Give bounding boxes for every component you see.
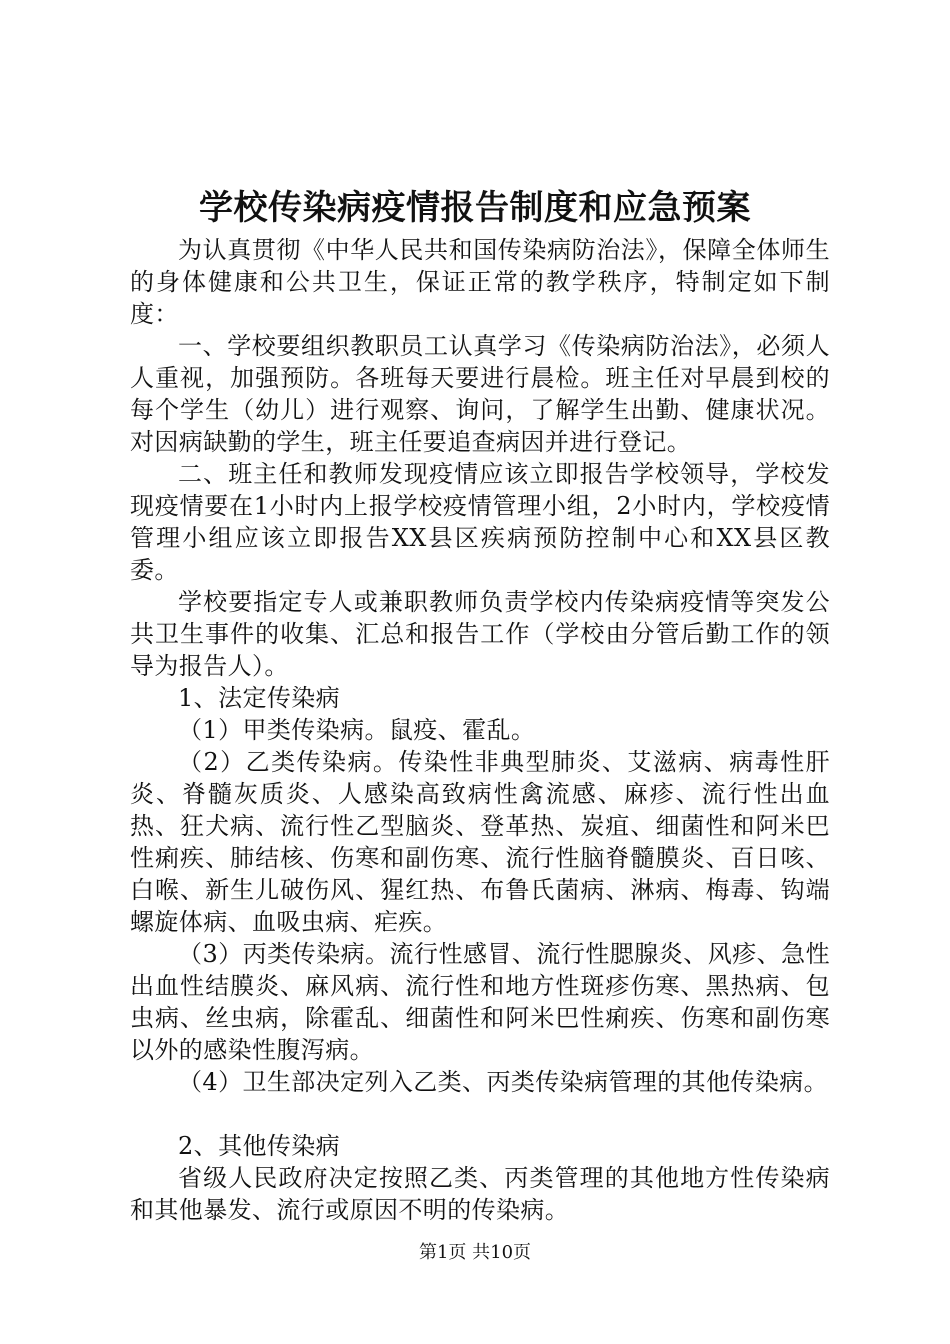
paragraph-intro: 为认真贯彻《中华人民共和国传染病防治法》，保障全体师生的身体健康和公共卫生，保证正常的教学秩序，特制定如下制度： (130, 236, 830, 328)
paragraph-provincial: 省级人民政府决定按照乙类、丙类管理的其他地方性传染病和其他暴发、流行或原因不明的传染病。 (130, 1164, 830, 1224)
paragraph-other-managed: （4）卫生部决定列入乙类、丙类传染病管理的其他传染病。 (178, 1068, 829, 1096)
paragraph-class-c: （3）丙类传染病。流行性感冒、流行性腮腺炎、风疹、急性出血性结膜炎、麻风病、流行性和地方性斑疹伤寒、黑热病、包虫病、丝虫病，除霍乱、细菌性和阿米巴性痢疾、伤寒和副伤寒以外的感染性腹泻病。 (130, 940, 830, 1064)
paragraph-section-2: 二、班主任和教师发现疫情应该立即报告学校领导，学校发现疫情要在1小时内上报学校疫情管理小组，2小时内，学校疫情管理小组应该立即报告XX县区疾病预防控制中心和XX县区教委。 (130, 460, 830, 584)
paragraph-gap (130, 1098, 830, 1130)
paragraph-class-a: （1）甲类传染病。鼠疫、霍乱。 (178, 716, 536, 744)
document-body (130, 234, 830, 1226)
document-title: 学校传染病疫情报告制度和应急预案 (199, 188, 751, 228)
paragraph-reporter: 学校要指定专人或兼职教师负责学校内传染病疫情等突发公共卫生事件的收集、汇总和报告工作（学校由分管后勤工作的领导为报告人）。 (130, 588, 830, 680)
paragraph-class-b: （2）乙类传染病。传染性非典型肺炎、艾滋病、病毒性肝炎、脊髓灰质炎、人感染高致病性禽流感、麻疹、流行性出血热、狂犬病、流行性乙型脑炎、登革热、炭疽、细菌性和阿米巴性痢疾、肺结核、伤寒和副伤寒、流行性脑脊髓膜炎、百日咳、白喉、新生儿破伤风、猩红热、布鲁氏菌病、淋病、梅毒、钩端螺旋体病、血吸虫病、疟疾。 (130, 748, 830, 936)
paragraph-section-1: 一、学校要组织教职员工认真学习《传染病防治法》，必须人人重视，加强预防。各班每天要进行晨检。班主任对早晨到校的每个学生（幼儿）进行观察、询问，了解学生出勤、健康状况。对因病缺勤的学生，班主任要追查病因并进行登记。 (130, 332, 830, 456)
heading-legal-diseases: 1、法定传染病 (178, 684, 341, 712)
page-footer: 第1页 共10页 (418, 1242, 532, 1263)
heading-other-diseases: 2、其他传染病 (178, 1132, 341, 1160)
